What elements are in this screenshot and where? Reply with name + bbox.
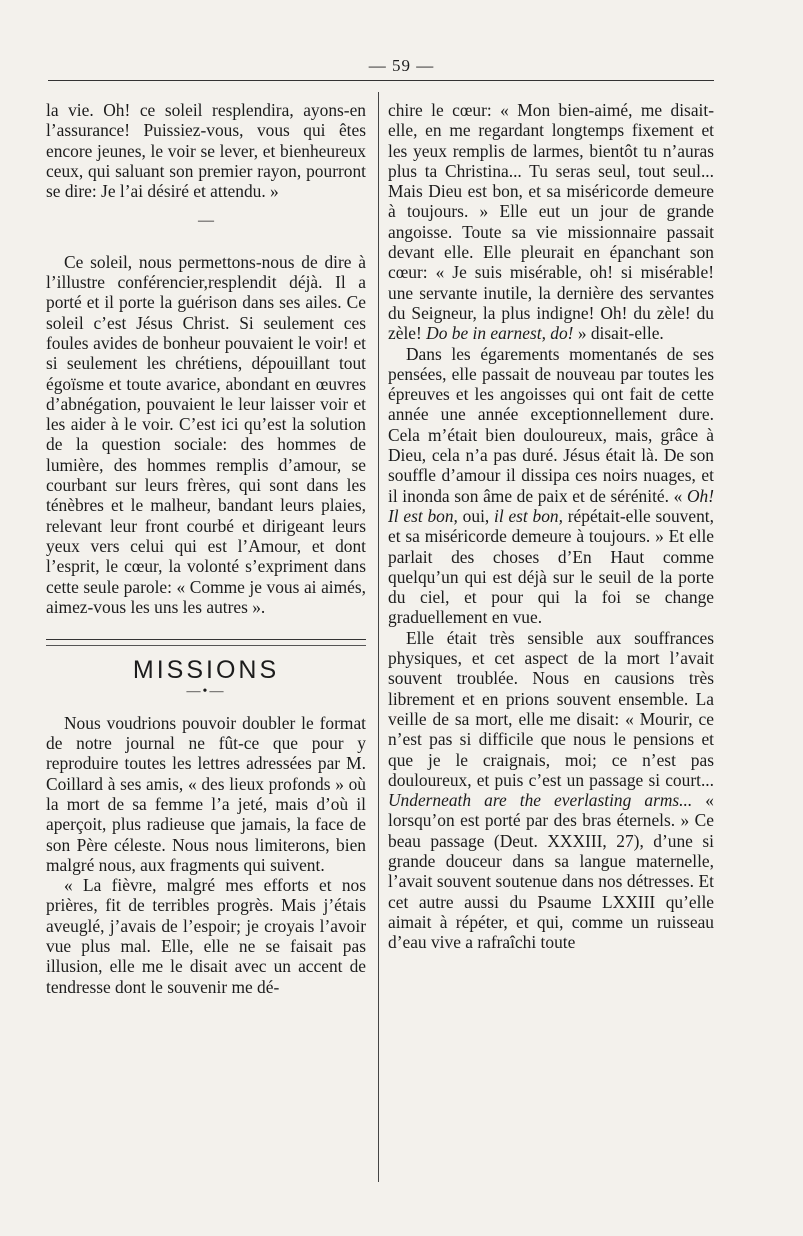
right-p1-end: » disait-elle. [577,323,664,344]
section-title: MISSIONS [132,656,280,685]
right-p3-start: Elle était très sensible aux souffrances physiques, et cet aspect de la mort l’avait souvent troublée. Nous en causions très librement et en prions souvent ensemble. La veille de sa mort, elle me disait: « Mourir, ce n’est pas si difficile que nous le pensions et que je le craignais, moi; ce n’est pas douloureux, et puis c’est un passage si court... [388,627,714,790]
left-paragraph-4: « La fièvre, malgré mes efforts et nos prières, fit de terribles progrès. Mais j’étais aveuglé, j’avais de l’espoir; je croyais l’avoir vue plus mal. Elle, elle ne se faisait pas illusion, elle me le disait avec un accent de tendresse dont le souvenir me dé- [46,875,366,997]
right-p2-mid: oui, [462,505,490,526]
right-p2-italic-2: il est bon, [494,505,563,526]
left-column [46,100,366,997]
right-p1-text: chire le cœur: « Mon bien-aimé, me disait-elle, en me regardant longtemps fixement et les yeux remplis de larmes, bientôt tu n’auras plus ta Christina... Tu seras seul, tout seul... Mais Dieu est bon, et sa miséricorde demeure à toujours. » Elle eut un jour de grande angoisse. Toute sa vie missionnaire passait devant elle. Elle pleurait en épanchant son cœur: « Je suis misérable, oh! si misérable! une servante inutile, la dernière des servantes du Seigneur, la plus indigne! Oh! du zèle! du zèle! [388,100,714,344]
right-p2-start: Dans les égarements momentanés de ses pensées, elle passait de nouveau par toutes les épreuves et les angoisses qui ont fait de cette année une année exceptionnellement dure. Cela m’était bien douloureux, mais, grâce à Dieu, cela n’a pas duré. Jésus était là. De son souffle d’amour il dissipa ces noirs nuages, et il inonda son âme de paix et de sérénité. « [388,343,714,506]
left-paragraph-2: Ce soleil, nous permettons-nous de dire à l’illustre conférencier,resplendit déjà. Il a porté et il porte la guérison dans ses ailes. Ce soleil c’est Jésus Christ. Si seulement ces foules avides de bonheur pouvaient le voir! et si seulement les chrétiens, dépouillant tout égoïsme et toute avarice, abondant en œuvres d’abnégation, pouvaient le leur laisser voir et les aider à le voir. C’est ici qu’est la solution de la question sociale: des hommes de lumière, des hommes remplis d’amour, se courbant sur leurs frères, qui sont dans les ténèbres et le malheur, bandant leurs plaies, relevant leur front courbé et dirigeant leurs yeux vers celui qui est l’Amour, et dont l’esprit, le cœur, la volonté s’expriment dans cette seule parole: « Comme je vous ai aimés, aimez-vous les uns les autres ». [46,251,366,617]
page-number: — 59 — [368,56,435,75]
right-p2-italic-1: Oh! Il est bon, [388,485,714,526]
right-p3-italic: Underneath are the everlasting arms... [388,790,693,811]
header-rule [48,80,714,81]
right-p2-end: répétait-elle souvent, et sa miséricorde demeure à toujours. » Et elle parlait des choses d’En Haut comme quelqu’un qui est déjà sur le seuil de la porte du ciel, et pour qui la foi se change graduellement en vue. [388,505,714,628]
right-paragraph-1 [388,100,714,344]
left-paragraph-1: la vie. Oh! ce soleil resplendira, ayons-en l’assurance! Puissiez-vous, vous qui êtes encore jeunes, le voir se lever, et bienheureux ceux, qui saluant son premier rayon, pourront se dire: Je l’ai désiré et attendu. » [46,100,366,202]
title-ornament: —•— [186,684,226,700]
section-divider [46,639,366,646]
right-p1-italic: Do be in earnest, do! [426,323,574,344]
right-p3-end: « lorsqu’on est porté par des bras éternels. » Ce beau passage (Deut. XXXIII, 27), d’une si grande douceur dans sa langue maternelle, l’avait souvent soutenue dans nos détresses. Et cet autre aussi du Psaume LXXIII qu’elle aimait à répéter, et qui, comme un ruisseau d’eau vive a rafraîchi toute [388,790,714,953]
section-dash: — [198,212,214,230]
column-divider [378,92,379,1182]
right-paragraph-3 [388,628,714,953]
left-paragraph-3: Nous voudrions pouvoir doubler le format de notre journal ne fût-ce que pour y reproduire toutes les lettres adressées par M. Coillard à ses amis, « des lieux profonds » où la mort de sa femme l’a jeté, mais d’où il aperçoit, plus radieuse que jamais, la face de son Père céleste. Nous nous limiterons, bien malgré nous, aux fragments qui suivent. [46,712,366,875]
right-paragraph-2 [388,344,714,628]
right-column [388,100,714,952]
